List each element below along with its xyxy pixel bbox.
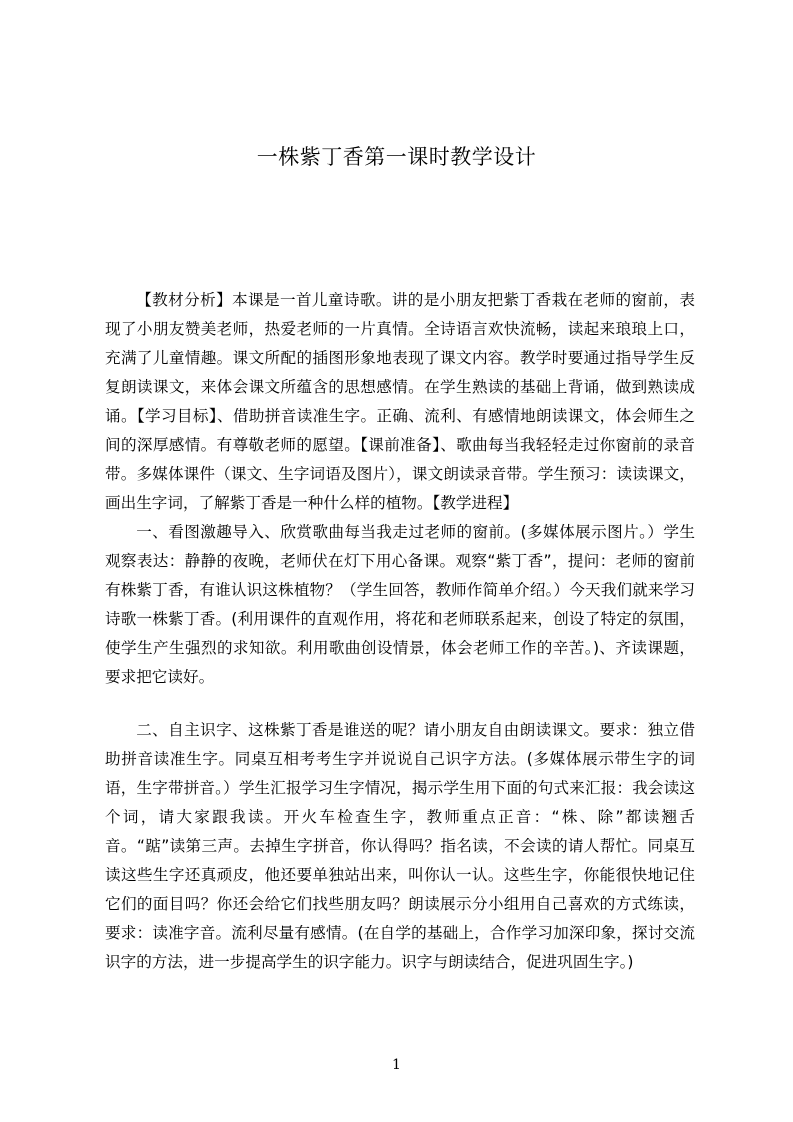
page-number: 1 xyxy=(392,1057,401,1073)
paragraph-self-study-characters: 二、自主识字、这株紫丁香是谁送的呢？请小朋友自由朗读课文。要求：独立借助拼音读准生字。同桌互相考考生字并说说自己识字方法。(多媒体展示带生字的词语，生字带拼音。）学生汇报学习生字情况，揭示学生用下面的句式来汇报：我会读这个词，请大家跟我读。开火车检查生字，教师重点正音：“株、除”都读翘舌音。“踮”读第三声。去掉生字拼音，你认得吗？指名读，不会读的请人帮忙。同桌互读这些生字还真顽皮，他还要单独站出来，叫你认一认。这些生字，你能很快地记住它们的面目吗？你还会给它们找些朋友吗？朗读展示分小组用自己喜欢的方式练读，要求：读准字音。流利尽量有感情。(在自学的基础上，合作学习加深印象，探讨交流识字的方法，进一步提高学生的识字能力。识字与朗读结合，促进巩固生字。) xyxy=(105,721,695,971)
paragraph-teaching-analysis: 【教材分析】本课是一首儿童诗歌。讲的是小朋友把紫丁香栽在老师的窗前，表现了小朋友赞美老师，热爱老师的一片真情。全诗语言欢快流畅，读起来琅琅上口，充满了儿童情趣。课文所配的插图形象地表现了课文内容。教学时要通过指导学生反复朗读课文，来体会课文所蕴含的思想感情。在学生熟读的基础上背诵，做到熟读成诵。【学习目标】、借助拼音读准生字。正确、流利、有感情地朗读课文，体会师生之间的深厚感情。有尊敬老师的愿望。【课前准备】、歌曲每当我轻轻走过你窗前的录音带。多媒体课件（课文、生字词语及图片），课文朗读录音带。学生预习：读读课文，画出生字词，了解紫丁香是一种什么样的植物。【教学进程】 xyxy=(105,291,695,512)
document-title: 一株紫丁香第一课时教学设计 xyxy=(256,145,537,169)
paragraph-introduction: 一、看图激趣导入、欣赏歌曲每当我走过老师的窗前。(多媒体展示图片。）学生观察表达：静静的夜晚，老师伏在灯下用心备课。观察“紫丁香”，提问：老师的窗前有株紫丁香，有谁认识这株植物？（学生回答，教师作简单介绍。）今天我们就来学习诗歌一株紫丁香。(利用课件的直观作用，将花和老师联系起来，创设了特定的氛围，使学生产生强烈的求知欲。利用歌曲创设情景，体会老师工作的辛苦。)、齐读课题，要求把它读好。 xyxy=(105,523,695,686)
